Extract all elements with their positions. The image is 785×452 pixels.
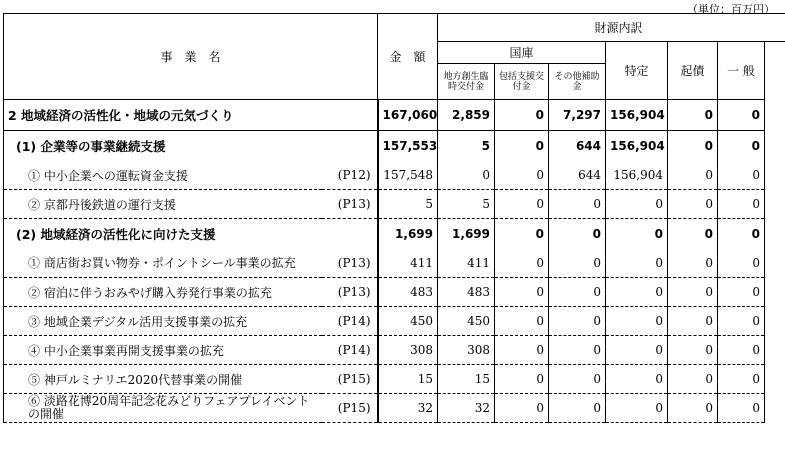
- header-amount: 金 額: [378, 14, 438, 100]
- cell-local: 308: [438, 336, 495, 365]
- header-specific: 特定: [606, 42, 668, 100]
- table-row: [4, 365, 785, 394]
- cell-comp: 0: [495, 100, 549, 131]
- row-name: 2 地域経済の活性化・地域の元気づくり: [4, 100, 322, 131]
- header-project-name: 事 業 名: [4, 14, 378, 100]
- row-name: ③ 地域企業デジタル活用支援事業の拡充: [4, 307, 322, 336]
- budget-table: [3, 13, 785, 423]
- cell-amount: 15: [378, 365, 438, 394]
- cell-bond: 0: [668, 394, 718, 423]
- row-page-ref: (P14): [322, 307, 378, 336]
- cell-specific: 0: [606, 336, 668, 365]
- row-name: ① 商店街お買い物券・ポイントシール事業の拡充: [4, 249, 322, 278]
- cell-comp: 0: [495, 161, 549, 190]
- cell-general: 0: [718, 365, 765, 394]
- cell-general: 0: [718, 131, 765, 162]
- table-header: [4, 14, 785, 100]
- cell-local: 483: [438, 278, 495, 307]
- cell-general: 0: [718, 100, 765, 131]
- cell-bond: 0: [668, 100, 718, 131]
- cell-comp: 0: [495, 365, 549, 394]
- table-row: [4, 278, 785, 307]
- table-row: [4, 219, 785, 250]
- cell-comp: 0: [495, 278, 549, 307]
- header-comprehensive-grant: 包括支援交付金: [495, 64, 549, 100]
- table-row: [4, 190, 785, 219]
- row-page-ref: (P15): [322, 365, 378, 394]
- row-name: ① 中小企業への運転資金支援: [4, 161, 322, 190]
- cell-specific: 156,904: [606, 161, 668, 190]
- row-page-ref: (P13): [322, 278, 378, 307]
- row-page-ref: (P13): [322, 249, 378, 278]
- row-name: ② 宿泊に伴うおみやげ購入券発行事業の拡充: [4, 278, 322, 307]
- cell-comp: 0: [495, 219, 549, 250]
- header-funding-breakdown: 財源内訳: [438, 14, 785, 42]
- cell-bond: 0: [668, 278, 718, 307]
- header-general: 一 般: [718, 42, 765, 100]
- row-page-ref: (P13): [322, 190, 378, 219]
- cell-bond: 0: [668, 249, 718, 278]
- cell-comp: 0: [495, 307, 549, 336]
- cell-local: 5: [438, 190, 495, 219]
- row-page-ref: (P15): [322, 394, 378, 423]
- header-national: 国庫: [438, 42, 606, 64]
- cell-amount: 157,548: [378, 161, 438, 190]
- cell-bond: 0: [668, 161, 718, 190]
- row-name: ② 京都丹後鉄道の運行支援: [4, 190, 322, 219]
- row-name: (1) 企業等の事業継続支援: [4, 131, 322, 162]
- header-other-subsidy: その他補助金: [549, 64, 606, 100]
- unit-label: （単位：百万円）: [687, 3, 775, 16]
- cell-general: 0: [718, 161, 765, 190]
- cell-specific: 0: [606, 394, 668, 423]
- cell-local: 411: [438, 249, 495, 278]
- table-row: [4, 249, 785, 278]
- cell-specific: 0: [606, 219, 668, 250]
- cell-specific: 0: [606, 278, 668, 307]
- cell-comp: 0: [495, 394, 549, 423]
- cell-local: 5: [438, 131, 495, 162]
- cell-local: 1,699: [438, 219, 495, 250]
- cell-amount: 167,060: [378, 100, 438, 131]
- cell-amount: 5: [378, 190, 438, 219]
- table-row: [4, 131, 785, 162]
- cell-amount: 411: [378, 249, 438, 278]
- header-bond: 起債: [668, 42, 718, 100]
- cell-general: 0: [718, 307, 765, 336]
- cell-other: 0: [549, 336, 606, 365]
- cell-specific: 0: [606, 365, 668, 394]
- cell-local: 450: [438, 307, 495, 336]
- cell-other: 0: [549, 365, 606, 394]
- cell-general: 0: [718, 336, 765, 365]
- cell-specific: 156,904: [606, 100, 668, 131]
- row-page-ref: [322, 131, 378, 162]
- cell-other: 0: [549, 249, 606, 278]
- row-page-ref: [322, 219, 378, 250]
- cell-amount: 450: [378, 307, 438, 336]
- table-row: [4, 394, 785, 423]
- cell-bond: 0: [668, 190, 718, 219]
- row-name: (2) 地域経済の活性化に向けた支援: [4, 219, 322, 250]
- cell-specific: 0: [606, 190, 668, 219]
- cell-general: 0: [718, 219, 765, 250]
- cell-local: 15: [438, 365, 495, 394]
- row-name: ⑤ 神戸ルミナリエ2020代替事業の開催: [4, 365, 322, 394]
- table-row: [4, 307, 785, 336]
- row-name: ④ 中小企業事業再開支援事業の拡充: [4, 336, 322, 365]
- cell-bond: 0: [668, 131, 718, 162]
- cell-amount: 32: [378, 394, 438, 423]
- header-local-grant: 地方創生臨時交付金: [438, 64, 495, 100]
- row-page-ref: [322, 100, 378, 131]
- cell-amount: 157,553: [378, 131, 438, 162]
- row-page-ref: (P12): [322, 161, 378, 190]
- cell-comp: 0: [495, 336, 549, 365]
- cell-comp: 0: [495, 190, 549, 219]
- cell-other: 0: [549, 219, 606, 250]
- cell-bond: 0: [668, 307, 718, 336]
- cell-other: 0: [549, 190, 606, 219]
- cell-other: 644: [549, 161, 606, 190]
- cell-amount: 308: [378, 336, 438, 365]
- cell-other: 0: [549, 278, 606, 307]
- cell-comp: 0: [495, 249, 549, 278]
- cell-general: 0: [718, 249, 765, 278]
- cell-other: 644: [549, 131, 606, 162]
- cell-bond: 0: [668, 336, 718, 365]
- cell-comp: 0: [495, 131, 549, 162]
- table-row: [4, 100, 785, 131]
- cell-specific: 0: [606, 307, 668, 336]
- table-row: [4, 336, 785, 365]
- cell-general: 0: [718, 190, 765, 219]
- cell-other: 0: [549, 394, 606, 423]
- cell-specific: 156,904: [606, 131, 668, 162]
- cell-bond: 0: [668, 365, 718, 394]
- table-body: [4, 100, 785, 423]
- cell-bond: 0: [668, 219, 718, 250]
- cell-general: 0: [718, 394, 765, 423]
- cell-local: 0: [438, 161, 495, 190]
- row-page-ref: (P14): [322, 336, 378, 365]
- cell-general: 0: [718, 278, 765, 307]
- cell-other: 0: [549, 307, 606, 336]
- cell-local: 2,859: [438, 100, 495, 131]
- row-name: ⑥ 淡路花博20周年記念花みどりフェアプレイベントの開催: [4, 394, 322, 423]
- cell-amount: 1,699: [378, 219, 438, 250]
- cell-other: 7,297: [549, 100, 606, 131]
- cell-local: 32: [438, 394, 495, 423]
- cell-amount: 483: [378, 278, 438, 307]
- table-row: [4, 161, 785, 190]
- cell-specific: 0: [606, 249, 668, 278]
